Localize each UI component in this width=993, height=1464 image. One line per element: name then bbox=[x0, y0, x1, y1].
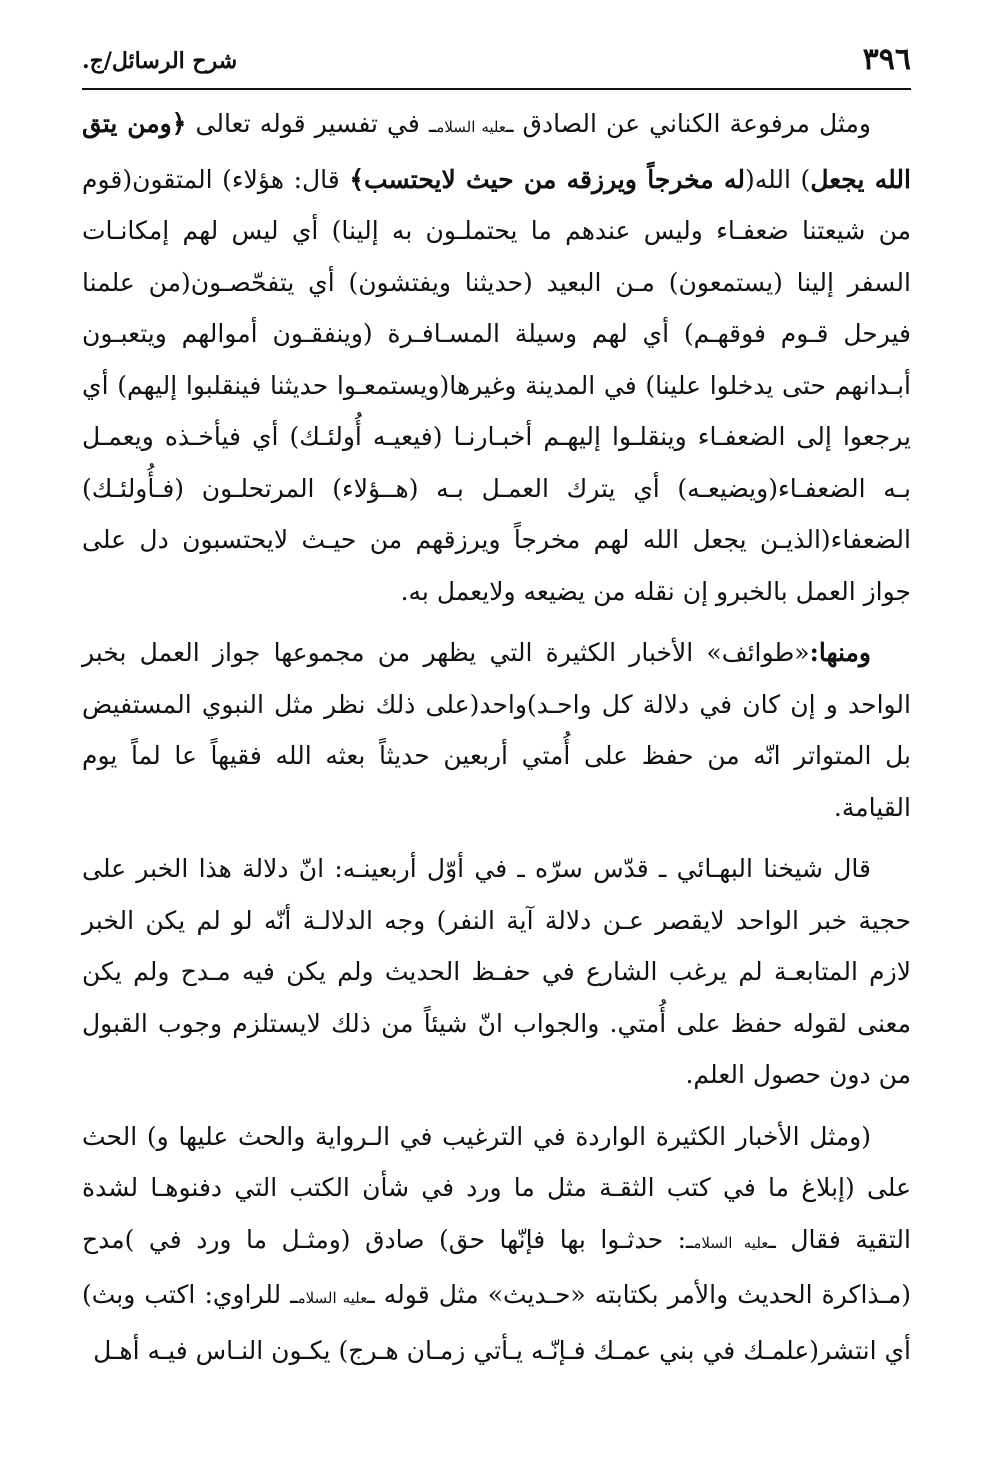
text-segment: قال: هؤلاء) المتقون(قوم من شيعتنا ضعفـاء وليس عندهم ما يحتملـون به إلينا) أي ليس لهم إمكانـات السفر إلينا (يستمعون) مـن البعيد (حديثنا ويفتشون) أي يتفحّصـون(من علمنا فيرحل قـوم فوقهـم) أي لهم وسيلة المسـافـرة (وينفقـون أموالهم ويتعبـون أبـدانهم حتى يدخلوا علينا) في المدينة وغيرها(ويستمعـوا حديثنا فينقلبوا إليهم) أي يرجعوا إلى الضعفـاء وينقلـوا إليهـم أخبـارنـا (فيعيـه أُولئـك) أي فيأخـذه ويعمـل بـه الضعفـاء(ويضيعـه) أي يترك العمـل بـه (هــؤلاء) المرتحلـون (فـأُولئـك) الضعفاء(الذيـن يجعل الله لهم مخرجاً ويرزقهم من حيـث لايحتسبون دل على جواز العمل بالخبرو إن نقله من يضيعه ولايعمل به. bbox=[82, 164, 911, 606]
paragraph-1 bbox=[82, 98, 911, 617]
text-segment: ـ: حدثـوا بها فإنّها حق) صادق (ومثـل ما ورد في )مدح (مـذاكرة الحديث والأمر بكتابته «حـديث» مثل قوله ـ bbox=[82, 1224, 911, 1309]
honorific-small-text: عليه السلام bbox=[693, 1233, 769, 1252]
running-title: شرح الرسائل/ج. bbox=[82, 48, 238, 74]
text-segment: ) الله( bbox=[744, 164, 811, 194]
body-text bbox=[82, 98, 911, 1386]
page-header bbox=[82, 38, 911, 90]
page-number: ٣٩٦ bbox=[862, 42, 911, 77]
text-segment: (ومثل الأخبار الكثيرة الواردة في الترغيب في الـرواية والحث عليها و) الحث على (إبلاغ ما في كتب الثقـة مثل ما ورد في شأن الكتب التي دفنوهـا لشدة التقية فقال ـ bbox=[82, 1121, 911, 1254]
text-segment: ـ في تفسير قوله تعالى bbox=[186, 109, 437, 138]
text-segment: ومثل مرفوعة الكناني عن الصادق ـ bbox=[506, 109, 871, 138]
paragraph-3 bbox=[82, 843, 911, 1101]
paragraph-2 bbox=[82, 627, 911, 833]
text-segment: ـ للراوي: اكتب وبث) أي انتشر(علمـك في بني عمـك فـإنّـه يـأتي زمـان هـرج) يكـون النـاس فيـه أهـل bbox=[82, 1280, 911, 1365]
honorific-small-text: عليه السلام bbox=[436, 118, 507, 136]
text-segment: «طوائف» الأخبار الكثيرة التي يظهر من مجموعها جواز العمل بخبر الواحد و إن كان في دلالة كل واحـد)واحد(على ذلك نظر مثل النبوي المستفيض بل المتواتر انّه من حفظ على أُمتي أربعين حديثاً بعثه الله فقيهاً عا لماً يوم القيامة. bbox=[82, 638, 911, 822]
quran-verse-bold: ﴿ومن يتق الله يجعل bbox=[82, 109, 911, 194]
honorific-small-text: عليه السلام bbox=[297, 1289, 368, 1307]
section-lead-bold: ومنها: bbox=[809, 638, 871, 667]
text-segment: قال شيخنا البهـائي ـ قدّس سرّه ـ في أوّل أربعينـه: انّ دلالة هذا الخبر على حجية خبر الواحد لايقصر عـن دلالة آية النفر) وجه الدلالـة أنّه لو لم يكن الخبر لازم المتابعـة لم يرغب الشارع في حفـظ الحديث ولم يكن فيه مـدح ولم يكن معنى لقوله حفظ على أُمتي. والجواب انّ شيئاً من ذلك لايستلزم وجوب القبول من دون حصول العلم. bbox=[82, 854, 911, 1089]
paragraph-4 bbox=[82, 1111, 911, 1377]
quran-verse-bold: له مخرجاً ويرزقه من حيث لايحتسب﴾ bbox=[349, 164, 745, 194]
